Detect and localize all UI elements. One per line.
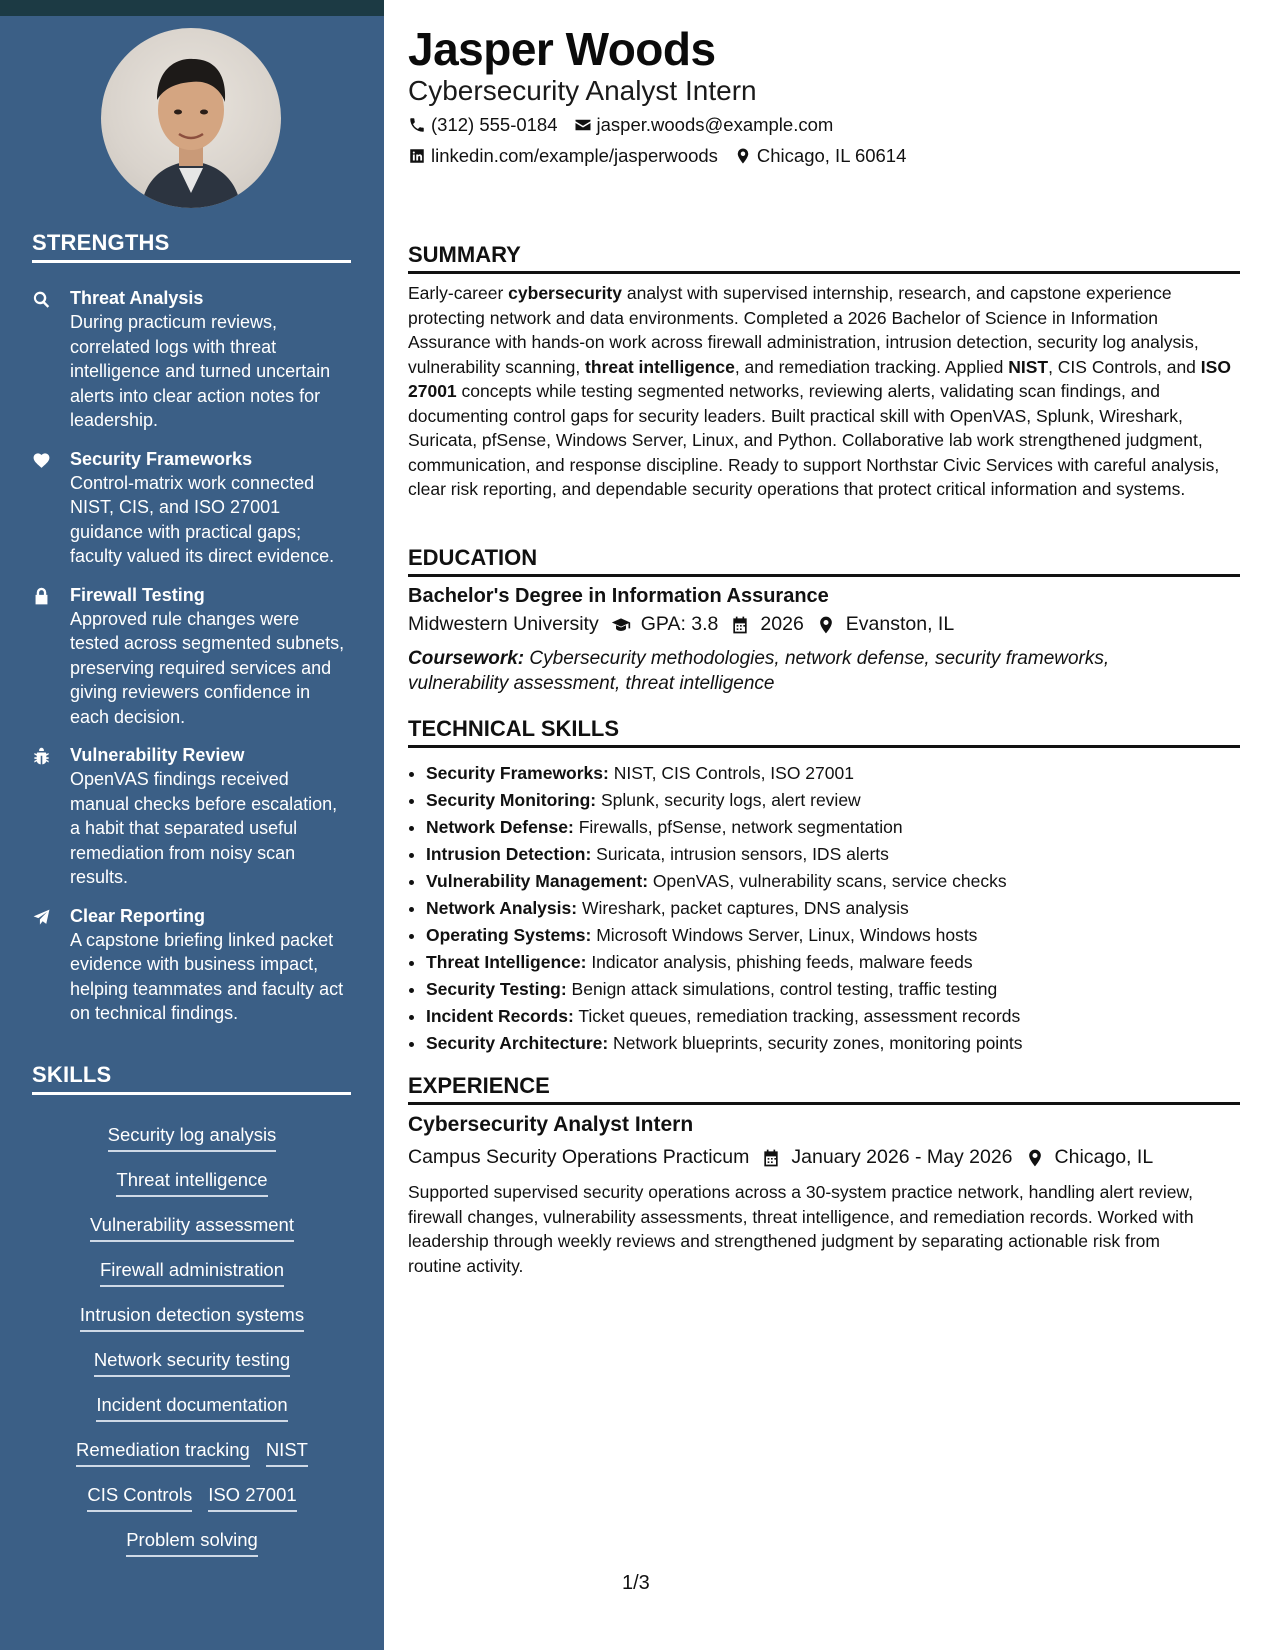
coursework [408,647,1168,696]
gpa-text: GPA: 3.8 [640,613,719,635]
paper-plane-icon [32,904,70,1026]
strength-item [32,743,352,890]
skill-tag: Intrusion detection systems [80,1304,304,1332]
skill-tag: Vulnerability assessment [90,1214,294,1242]
experience-heading: EXPERIENCE [408,1073,1240,1105]
contact-phone[interactable] [408,114,558,136]
list-item: • Security Frameworks: NIST, CIS Controls, ISO 27001 [426,760,1258,787]
job-details [408,1146,1165,1169]
linkedin-text: linkedin.com/example/jasperwoods [431,145,718,166]
contact-linkedin[interactable] [408,145,718,167]
skill-tag: Security log analysis [108,1124,277,1152]
skill-tag: Incident documentation [96,1394,287,1422]
contact-email[interactable] [574,114,834,136]
education-heading: EDUCATION [408,545,1240,577]
job-description: Supported supervised security operations across a 30-system practice network, handling alert review, firewall changes, vulnerability assessments, threat intelligence, and remediation records. Worked with leadership through weekly reviews and strengthened judgment by separating actionable risk from routine activity. [408,1182,1194,1276]
candidate-name: Jasper Woods [408,23,716,75]
skill-tag: NIST [266,1439,308,1467]
calendar-icon [730,615,750,635]
skills-list [32,1124,352,1574]
lock-icon [32,583,70,730]
skill-tag: Network security testing [94,1349,290,1377]
top-accent-strip [0,0,384,16]
search-icon [32,286,70,433]
technical-skills-list [408,760,1258,1057]
bug-icon [32,743,70,890]
grad-year-item [730,613,803,636]
summary-heading: SUMMARY [408,242,1240,274]
graduation-cap-icon [611,615,631,635]
sidebar [0,16,384,1650]
list-item: • Intrusion Detection: Suricata, intrusion sensors, IDS alerts [426,841,1258,868]
list-item: • Operating Systems: Microsoft Windows Server, Linux, Windows hosts [426,922,1258,949]
list-item: • Security Monitoring: Splunk, security logs, alert review [426,787,1258,814]
phone-icon [408,116,426,134]
skill-tag: ISO 27001 [208,1484,296,1512]
job-role: Cybersecurity Analyst Intern [408,1113,694,1136]
candidate-title: Cybersecurity Analyst Intern [408,75,757,106]
envelope-icon [574,116,592,134]
map-pin-icon [734,147,752,165]
location-text: Chicago, IL 60614 [756,145,907,166]
summary-text: Early-career cybersecurity analyst with supervised internship, research, and capstone experience protecting network and data environments. Completed a 2026 Bachelor of Science in Information Assurance with hands-on work across firewall administration, intrusion detection, security log analysis, vulnerability scanning, threat intelligence, and remediation tracking. Applied NIST, CIS Controls, and ISO 27001 concepts while testing segmented networks, reviewing alerts, validating scan findings, and documenting control gaps for security leaders. Built practical skill with OpenVAS, Splunk, Wireshark, Suricata, pfSense, Windows Server, Linux, and Python. Collaborative lab work strengthened judgment, communication, and response discipline. Ready to support Northstar Civic Services with careful analysis, clear risk reporting, and dependable security operations that protect critical information and systems. [408,283,1231,499]
email-text: jasper.woods@example.com [596,114,834,135]
list-item: • Threat Intelligence: Indicator analysis, phishing feeds, malware feeds [426,949,1258,976]
list-item: • Security Testing: Benign attack simulations, control testing, traffic testing [426,976,1258,1003]
strength-title: Vulnerability Review [70,745,245,765]
school-location-text: Evanston, IL [845,613,955,635]
degree-title: Bachelor's Degree in Information Assurance [408,585,829,607]
list-item: • Vulnerability Management: OpenVAS, vulnerability scans, service checks [426,868,1258,895]
map-pin-icon [816,615,836,635]
job-location-item [1025,1146,1154,1169]
strength-desc: Control-matrix work connected NIST, CIS, and ISO 27001 guidance with practical gaps; faculty valued its direct evidence. [70,472,335,566]
technical-skills-heading: TECHNICAL SKILLS [408,716,1240,748]
strength-desc: OpenVAS findings received manual checks before escalation, a habit that separated useful remediation from noisy scan results. [70,769,338,887]
job-dates-item [761,1146,1012,1169]
skills-heading: SKILLS [32,1062,351,1095]
list-item: • Network Defense: Firewalls, pfSense, network segmentation [426,814,1258,841]
strength-desc: A capstone briefing linked packet evidence with business impact, helping teammates and faculty act on technical findings. [70,929,344,1023]
strength-title: Clear Reporting [70,905,206,926]
list-item: • Incident Records: Ticket queues, remediation tracking, assessment records [426,1003,1258,1030]
strength-item [32,583,352,730]
skill-tag: Threat intelligence [116,1169,267,1197]
skill-tag: Remediation tracking [76,1439,250,1467]
coursework-label: Coursework: [408,648,525,669]
job-org: Campus Security Operations Practicum [408,1146,750,1168]
skill-tag: Firewall administration [100,1259,284,1287]
school-name: Midwestern University [408,613,599,635]
coursework-text: Cybersecurity methodologies, network defense, security frameworks, vulnerability assessment, threat intelligence [408,648,1110,694]
job-dates-text: January 2026 - May 2026 [791,1146,1013,1168]
contact-location [734,145,906,167]
year-text: 2026 [760,613,804,635]
list-item: • Security Architecture: Network blueprints, security zones, monitoring points [426,1030,1258,1057]
strength-item [32,904,352,1026]
phone-text: (312) 555-0184 [431,114,558,135]
gpa-item [611,613,719,636]
school-location-item [816,613,954,636]
page-number: 1/3 [622,1572,650,1594]
heart-icon [32,447,70,569]
linkedin-icon [408,147,426,165]
strength-item [32,286,352,433]
strength-desc: During practicum reviews, correlated logs with threat intelligence and turned uncertain alerts into clear action notes for leadership. [70,312,331,430]
contact-row [408,145,922,167]
contact-row [408,114,849,136]
strength-title: Firewall Testing [70,584,205,605]
map-pin-icon [1025,1148,1045,1168]
list-item: • Network Analysis: Wireshark, packet captures, DNS analysis [426,895,1258,922]
skill-tag: CIS Controls [87,1484,192,1512]
strengths-heading: STRENGTHS [32,230,351,263]
strength-desc: Approved rule changes were tested across segmented subnets, preserving required services and giving reviewers confidence in each decision. [70,608,345,727]
strength-item [32,447,352,569]
strength-title: Security Frameworks [70,448,253,469]
strengths-list [32,286,352,1040]
calendar-icon [761,1148,781,1168]
strength-title: Threat Analysis [70,288,204,308]
job-location-text: Chicago, IL [1054,1146,1154,1168]
skill-tag: Problem solving [126,1529,258,1557]
education-details [408,613,966,636]
profile-photo [101,28,281,208]
